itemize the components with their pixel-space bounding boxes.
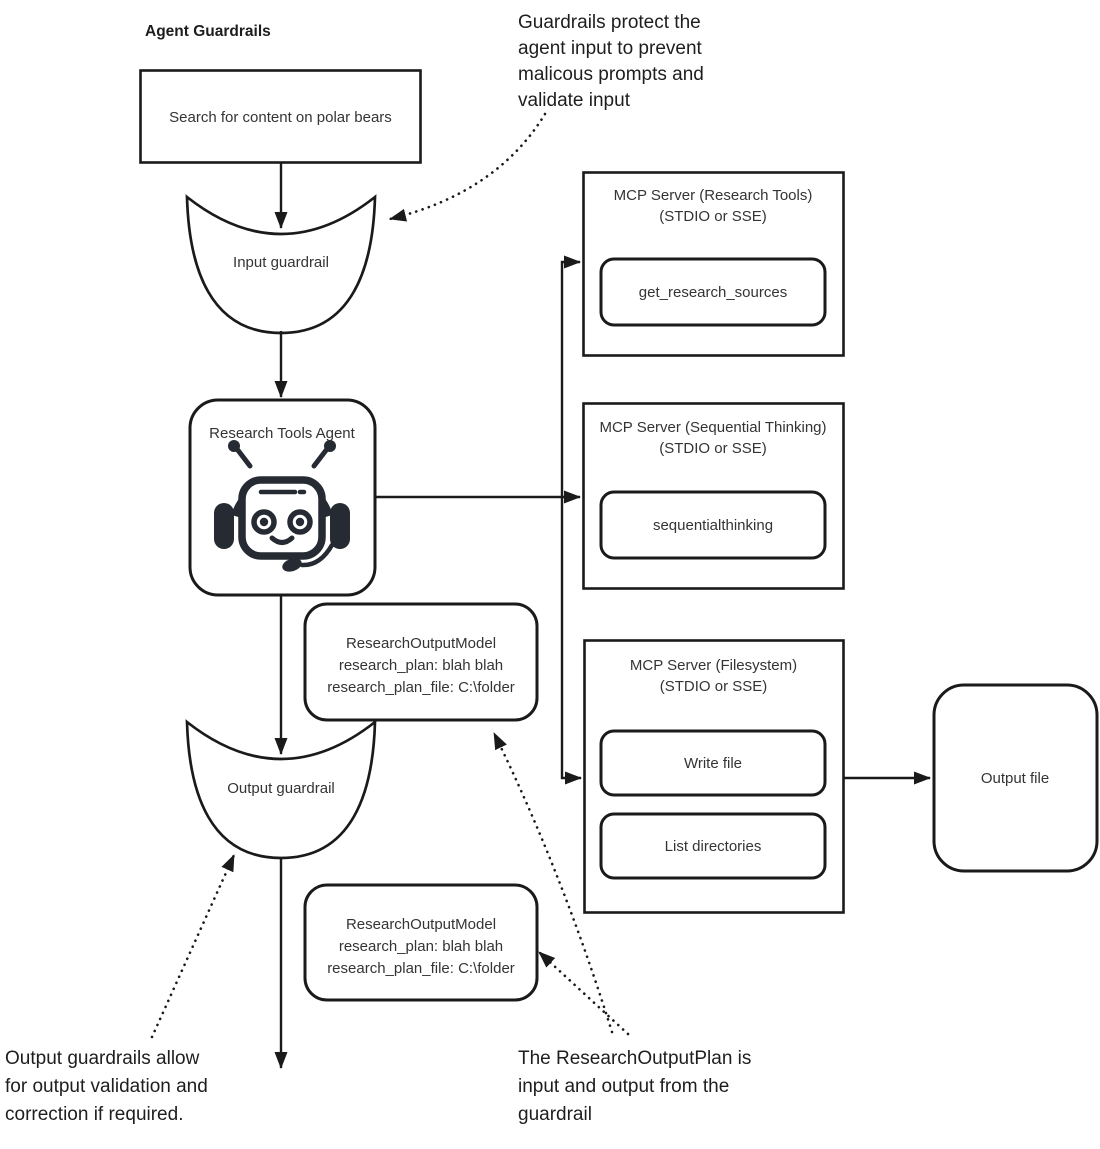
tool-sequentialthinking-label: sequentialthinking — [652, 517, 774, 534]
agent-label: Research Tools Agent — [209, 425, 355, 442]
research-output-model-top-line: research_plan: blah blah — [338, 657, 504, 674]
diagram-title: Agent Guardrails — [145, 23, 271, 40]
annotation-line: malicous prompts and — [518, 64, 704, 85]
dotted-arrow-output-note — [152, 855, 234, 1037]
mcp-filesystem-subtitle: (STDIO or SSE) — [659, 678, 768, 695]
mcp-sequential-thinking-subtitle: (STDIO or SSE) — [659, 440, 767, 457]
research-output-model-top-line: ResearchOutputModel — [345, 635, 497, 652]
robot-headphone-right — [330, 503, 350, 549]
tool-get-research-sources-label: get_research_sources — [638, 284, 788, 301]
annotation-line: validate input — [518, 90, 630, 111]
mcp-research-tools-subtitle: (STDIO or SSE) — [659, 208, 767, 225]
search-query-label: Search for content on polar bears — [169, 109, 392, 126]
annotation-line: correction if required. — [5, 1104, 184, 1125]
robot-pupil-right — [296, 518, 304, 526]
research-output-model-top-line: research_plan_file: C:\folder — [327, 679, 515, 696]
tool-write-file-label: Write file — [683, 755, 743, 772]
robot-headphone-left — [214, 503, 234, 549]
mcp-sequential-thinking-title: MCP Server (Sequential Thinking) — [599, 419, 827, 436]
dotted-arrow-plan-to-bottom-model — [539, 952, 628, 1034]
annotation-line: for output validation and — [5, 1076, 208, 1097]
mcp-research-tools-title: MCP Server (Research Tools) — [613, 187, 813, 204]
annotation-line: guardrail — [518, 1104, 592, 1125]
arrow-branch-to-mcp-filesystem — [562, 497, 581, 778]
annotation-line: input and output from the — [518, 1076, 730, 1097]
research-output-model-bottom-line: ResearchOutputModel — [345, 916, 497, 933]
input-guardrail-label: Input guardrail — [233, 254, 329, 271]
research-output-model-bottom-line: research_plan_file: C:\folder — [327, 960, 515, 977]
annotation-line: Guardrails protect the — [518, 12, 701, 33]
tool-list-directories-label: List directories — [664, 838, 762, 855]
annotation-input-guardrail — [518, 12, 704, 111]
output-guardrail-label: Output guardrail — [227, 780, 335, 797]
annotation-output-guardrail — [5, 1048, 208, 1125]
mcp-filesystem-title: MCP Server (Filesystem) — [629, 657, 798, 674]
annotation-line: The ResearchOutputPlan is — [518, 1048, 752, 1069]
annotation-research-output-plan — [518, 1048, 751, 1125]
robot-pupil-left — [260, 518, 268, 526]
annotation-line: Output guardrails allow — [5, 1048, 200, 1069]
arrow-branch-to-mcp-research — [562, 262, 580, 497]
output-file-label: Output file — [980, 770, 1050, 787]
annotation-line: agent input to prevent — [518, 38, 702, 59]
research-output-model-bottom-line: research_plan: blah blah — [338, 938, 504, 955]
